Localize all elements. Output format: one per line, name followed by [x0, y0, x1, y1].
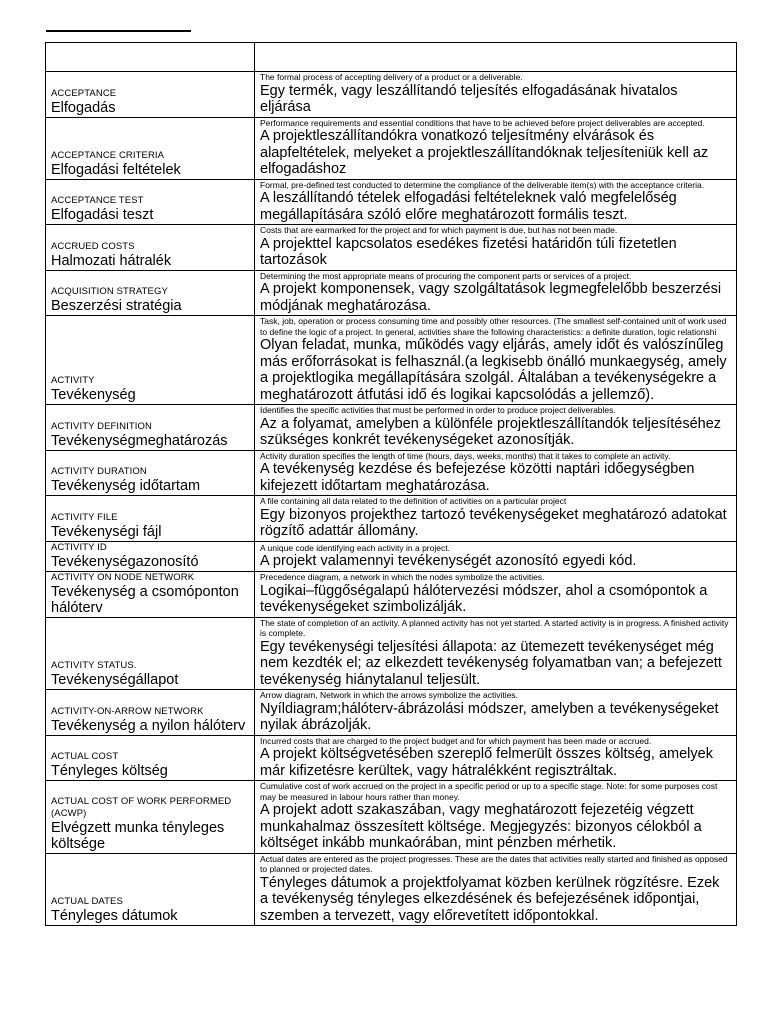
- hungarian-term: Tevékenység: [51, 387, 136, 403]
- term-cell: [46, 179, 255, 225]
- english-definition: Incurred costs that are charged to the project budget and for which payment has been made or accrued.: [260, 735, 652, 746]
- term-cell: [46, 690, 255, 736]
- table-row: [46, 617, 737, 690]
- hungarian-term: Elfogadás: [51, 99, 116, 116]
- hungarian-term: Tevékenység időtartam: [51, 478, 201, 494]
- hungarian-definition: A projekttel kapcsolatos esedékes fizetési határidőn túli fizetetlen tartozások: [260, 235, 677, 268]
- header-rule: [46, 30, 191, 32]
- term-cell: [46, 781, 255, 854]
- term-cell: [46, 735, 255, 781]
- english-definition: The formal process of accepting delivery of a product or a deliverable.: [260, 72, 523, 82]
- english-term: ACCEPTANCE: [51, 87, 117, 99]
- english-definition: Precedence diagram, a network in which the nodes symbolize the activities.: [260, 572, 545, 582]
- english-definition: The state of completion of an activity. A planned activity has not yet started. A started activity is in progress. A finished activity is complete.: [260, 617, 729, 638]
- term-cell: [46, 270, 255, 316]
- english-term: ACTIVITY DURATION: [51, 466, 147, 477]
- english-definition: Identifies the specific activities that must be performed in order to produce project deliverables.: [260, 405, 616, 415]
- hungarian-term: Tényleges dátumok: [51, 908, 178, 924]
- english-term: ACCEPTANCE CRITERIA: [51, 149, 165, 161]
- definition-cell: [255, 690, 737, 736]
- table-row: [46, 571, 737, 617]
- table-row: [46, 496, 737, 542]
- hungarian-definition: A projekt költségvetésében szereplő felmerült összes költség, amelyek már kifizetésre kerültek, vagy hátralékként regisztráltak.: [260, 746, 713, 779]
- header-term-cell: [46, 43, 255, 72]
- table-header-row: [46, 43, 737, 72]
- english-definition: Determining the most appropriate means of procuring the component parts or services of a project.: [260, 270, 632, 281]
- hungarian-definition: Az a folyamat, amelyben a különféle projektleszállítandók teljesítéséhez szükséges konkrét tevékenységeket azonosítják.: [260, 415, 722, 448]
- table-row: [46, 690, 737, 736]
- definition-cell: [255, 117, 737, 179]
- english-definition: Task, job, operation or process consuming time and possibly other resources. (The smallest self-contained unit of work used to define the logic of a project. In general, activities share the following characteristics: a definite duration, logic relationshi: [260, 316, 727, 337]
- hungarian-definition: Nyíldiagram;hálóterv-ábrázolási módszer, amelyben a tevékenységeket nyilak ábrázolják.: [260, 700, 719, 733]
- hungarian-definition: A projektleszállítandókra vonatkozó teljesítmény elvárások és alapfeltételek, melyeket a projektleszállítandóknak teljesíteniük kell az elfogadáshoz: [260, 128, 709, 177]
- table-row: [46, 450, 737, 496]
- definition-cell: [255, 496, 737, 542]
- definition-cell: [255, 541, 737, 571]
- term-cell: [46, 450, 255, 496]
- english-definition: A unique code identifying each activity in a project.: [260, 542, 450, 553]
- english-definition: Activity duration specifies the length of time (hours, days, weeks, months) that it takes to complete an activity.: [260, 450, 671, 461]
- english-term: ACTUAL COST OF WORK PERFORMED (ACWP): [51, 795, 232, 819]
- definition-cell: [255, 450, 737, 496]
- definition-cell: [255, 853, 737, 926]
- term-cell: [46, 496, 255, 542]
- hungarian-term: Tevékenység a csomóponton hálóterv: [51, 583, 239, 616]
- hungarian-term: Elfogadási teszt: [51, 207, 154, 223]
- hungarian-definition: Egy termék, vagy leszállítandó teljesítés elfogadásának hivatalos eljárása: [260, 82, 678, 115]
- glossary-table: [45, 42, 737, 926]
- definition-cell: [255, 617, 737, 690]
- term-cell: [46, 405, 255, 451]
- table-row: [46, 270, 737, 316]
- term-cell: [46, 316, 255, 405]
- table-row: [46, 735, 737, 781]
- hungarian-term: Tevékenység a nyilon hálóterv: [51, 717, 246, 734]
- term-cell: [46, 853, 255, 926]
- english-term: ACTIVITY FILE: [51, 511, 118, 523]
- definition-cell: [255, 72, 737, 118]
- hungarian-definition: Logikai–függőségalapú hálótervezési módszer, ahol a csomópontok a tevékenységeket szimbolizálják.: [260, 582, 708, 615]
- table-row: [46, 405, 737, 451]
- english-term: ACTUAL COST: [51, 751, 119, 762]
- hungarian-term: Tevékenységállapot: [51, 672, 179, 688]
- table-row: [46, 117, 737, 179]
- hungarian-term: Tevékenységi fájl: [51, 523, 162, 540]
- term-cell: [46, 72, 255, 118]
- hungarian-term: Halmozati hátralék: [51, 252, 172, 269]
- english-term: ACCRUED COSTS: [51, 240, 135, 252]
- hungarian-term: Tevékenységmeghatározás: [51, 432, 228, 449]
- hungarian-term: Tényleges költség: [51, 763, 168, 779]
- definition-cell: [255, 179, 737, 225]
- english-definition: Costs that are earmarked for the project and for which payment is due, but has not been made.: [260, 225, 618, 235]
- english-term: ACTIVITY: [51, 375, 95, 386]
- term-cell: [46, 117, 255, 179]
- english-term: ACTIVITY DEFINITION: [51, 420, 152, 432]
- definition-cell: [255, 405, 737, 451]
- hungarian-definition: A projekt komponensek, vagy szolgáltatások legmegfelelőbb beszerzési módjának meghatározása.: [260, 281, 722, 314]
- table-row: [46, 781, 737, 854]
- english-term: ACTIVITY-ON-ARROW NETWORK: [51, 705, 204, 717]
- hungarian-term: Elvégzett munka tényleges költsége: [51, 819, 225, 852]
- english-definition: Cumulative cost of work accrued on the project in a specific period or up to a specific stage. Note: for some purposes cost may be measured in labour hours rather than money.: [260, 781, 718, 802]
- hungarian-definition: A projekt valamennyi tevékenységét azonosító egyedi kód.: [260, 553, 637, 569]
- english-definition: A file containing all data related to the definition of activities on a particular project: [260, 496, 567, 506]
- english-definition: Actual dates are entered as the project progresses. These are the dates that activities really started and finished as opposed to planned or projected dates.: [260, 853, 728, 874]
- hungarian-definition: Egy bizonyos projekthez tartozó tevékenységeket meghatározó adatokat rögzítő adattár állomány.: [260, 506, 727, 539]
- hungarian-definition: A leszállítandó tételek elfogadási feltételeknek való megfelelőség megállapítására szóló előre meghatározott formális teszt.: [260, 190, 677, 223]
- english-definition: Formal, pre-defined test conducted to determine the compliance of the deliverable item(s) with the acceptance criteria.: [260, 179, 705, 190]
- table-row: [46, 225, 737, 271]
- definition-cell: [255, 571, 737, 617]
- hungarian-definition: Olyan feladat, munka, működés vagy eljárás, amely időt és valószínűleg más erőforrásokat is felhasznál.(a legkisebb önálló munkaegység, amely a projektlogika megállapítására szolgál. Általában a tevékenységekre a meghatározott átfutási idő és logikai kapcsolódás a jellemző).: [260, 337, 727, 403]
- definition-cell: [255, 270, 737, 316]
- table-row: [46, 316, 737, 405]
- term-cell: [46, 541, 255, 571]
- term-cell: [46, 225, 255, 271]
- definition-cell: [255, 225, 737, 271]
- hungarian-definition: A projekt adott szakaszában, vagy meghatározott fejezetéig végzett munkahalmaz összesített költsége. Megjegyzés: bizonyos célokból a költséget inkább munkaórában, mint pénzben mérhetik.: [260, 802, 702, 851]
- hungarian-term: Elfogadási feltételek: [51, 161, 181, 178]
- english-definition: Performance requirements and essential conditions that have to be achieved before project deliverables are accepted.: [260, 117, 705, 128]
- table-row: [46, 853, 737, 926]
- english-term: ACTIVITY ON NODE NETWORK: [51, 571, 195, 583]
- hungarian-definition: Egy tevékenységi teljesítési állapota: az ütemezett tevékenységet még nem kezdték el; az elkezdett tevékenység folyamatban van; a befejezett tevékenység hiánytalanul teljesült.: [260, 638, 722, 688]
- term-cell: [46, 571, 255, 617]
- definition-cell: [255, 316, 737, 405]
- english-definition: Arrow diagram, Network in which the arrows symbolize the activities.: [260, 690, 518, 700]
- hungarian-definition: Tényleges dátumok a projektfolyamat közben kerülnek rögzítésre. Ezek a tevékenység tényleges elkezdésének és befejezésének időpontjai, szemben a tervezett, vagy előrevetített időpontokkal.: [260, 874, 720, 924]
- hungarian-term: Beszerzési stratégia: [51, 298, 182, 314]
- english-term: ACTUAL DATES: [51, 896, 123, 907]
- definition-cell: [255, 781, 737, 854]
- english-term: ACTIVITY STATUS.: [51, 660, 137, 671]
- term-cell: [46, 617, 255, 690]
- english-term: ACCEPTANCE TEST: [51, 195, 144, 206]
- table-row: [46, 179, 737, 225]
- english-term: ACTIVITY ID: [51, 541, 107, 553]
- hungarian-term: Tevékenységazonosító: [51, 553, 199, 570]
- english-term: ACQUISITION STRATEGY: [51, 286, 168, 297]
- table-row: [46, 541, 737, 571]
- table-row: [46, 72, 737, 118]
- hungarian-definition: A tevékenység kezdése és befejezése közötti naptári időegységben kifejezett időtartam meghatározása.: [260, 461, 695, 494]
- definition-cell: [255, 735, 737, 781]
- header-definition-cell: [255, 43, 737, 72]
